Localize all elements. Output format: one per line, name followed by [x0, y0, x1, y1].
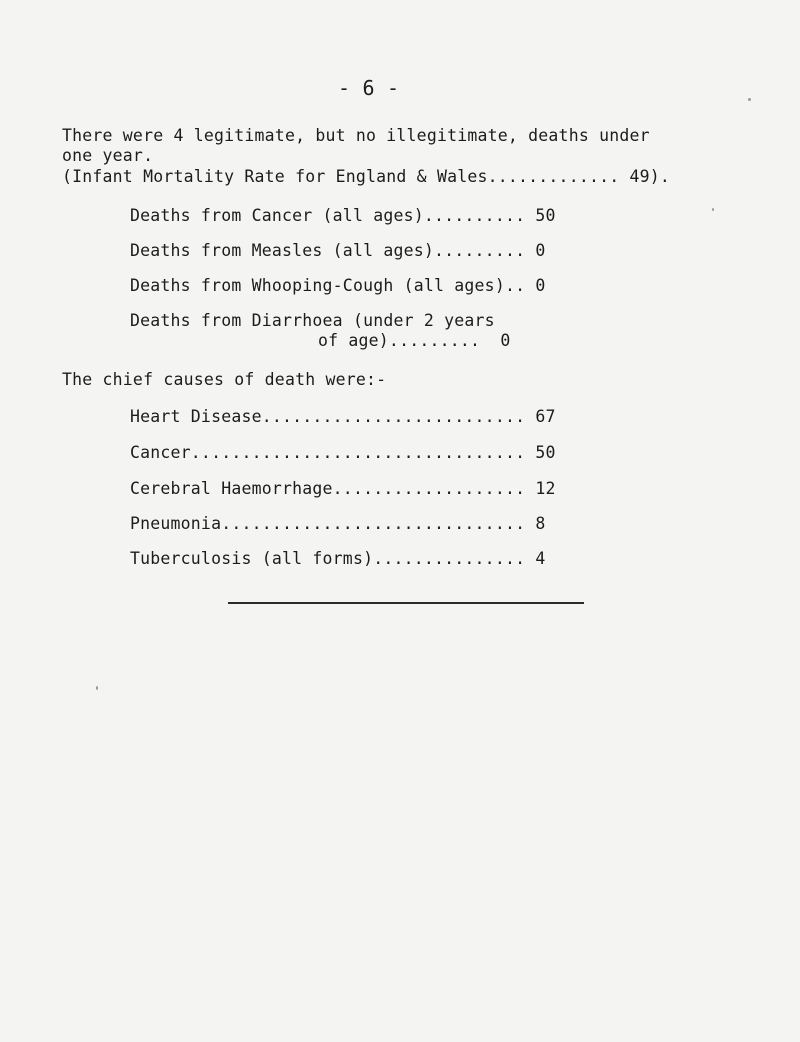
deaths-diarrhoea-line-2: of age)......... 0 [318, 331, 511, 350]
cause-pneumonia: Pneumonia.............................. 8 [130, 514, 546, 533]
deaths-diarrhoea-line: Deaths from Diarrhoea (under 2 years [130, 311, 495, 330]
scan-speck [712, 208, 714, 211]
infant-mortality-line: (Infant Mortality Rate for England & Wales............. 49). [62, 167, 671, 186]
page-number: - 6 - [338, 76, 400, 100]
intro-line-1: There were 4 legitimate, but no illegitimate, deaths under [62, 126, 650, 145]
deaths-measles-line: Deaths from Measles (all ages)......... 0 [130, 241, 546, 260]
deaths-cancer-line: Deaths from Cancer (all ages).......... 50 [130, 206, 556, 225]
deaths-whooping-cough-line: Deaths from Whooping-Cough (all ages).. 0 [130, 276, 546, 295]
closing-rule [228, 602, 584, 604]
scan-speck [748, 98, 751, 101]
causes-heading: The chief causes of death were:- [62, 370, 387, 389]
cause-tuberculosis: Tuberculosis (all forms)............... 4 [130, 549, 546, 568]
intro-line-2: one year. [62, 146, 154, 165]
cause-heart-disease: Heart Disease.......................... 67 [130, 407, 556, 426]
cause-cancer: Cancer................................. 50 [130, 443, 556, 462]
cause-cerebral-haemorrhage: Cerebral Haemorrhage................... 12 [130, 479, 556, 498]
scan-speck [96, 686, 98, 690]
